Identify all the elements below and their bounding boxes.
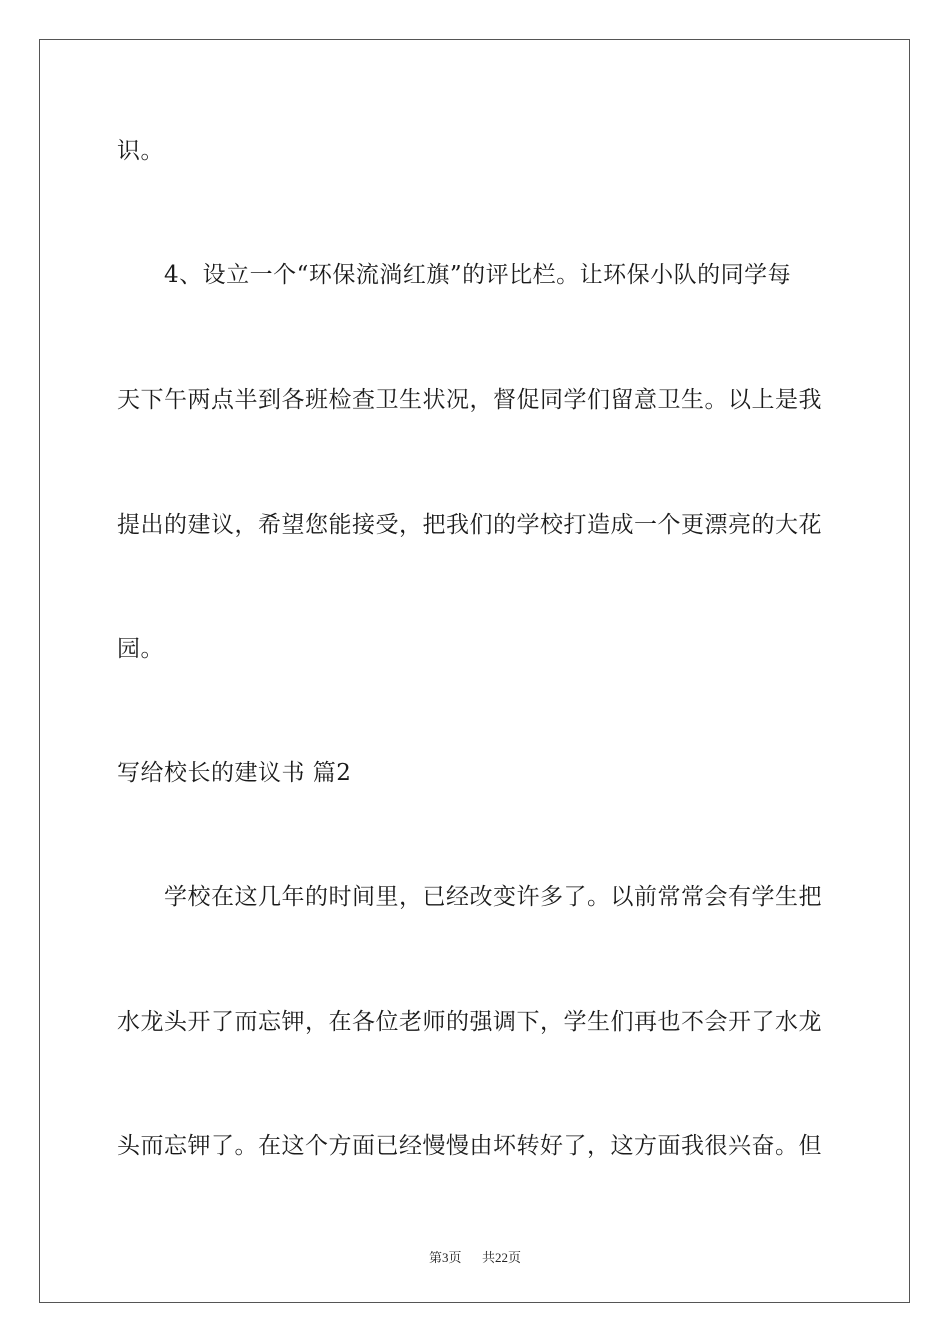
paragraph-line: 天下午两点半到各班检查卫生状况，督促同学们留意卫生。以上是我 [117, 387, 822, 413]
paragraph-line: 头而忘钾了。在这个方面已经慢慢由坏转好了，这方面我很兴奋。但 [117, 1133, 822, 1159]
page-border [39, 39, 910, 1303]
paragraph-line: 4、设立一个“环保流淌红旗”的评比栏。让环保小队的同学每 [164, 262, 792, 288]
paragraph-line: 提出的建议，希望您能接受，把我们的学校打造成一个更漂亮的大花 [117, 512, 822, 538]
section-heading: 写给校长的建议书 篇2 [117, 760, 352, 786]
paragraph-line: 识。 [117, 138, 164, 164]
page-footer [0, 1247, 950, 1266]
page-total: 共22页 [482, 1250, 522, 1265]
paragraph-line: 学校在这几年的时间里，已经改变许多了。以前常常会有学生把 [164, 884, 822, 910]
page-number: 第3页 [428, 1250, 462, 1265]
paragraph-line: 水龙头开了而忘钾，在各位老师的强调下，学生们再也不会开了水龙 [117, 1009, 822, 1035]
paragraph-line: 园。 [117, 636, 164, 662]
